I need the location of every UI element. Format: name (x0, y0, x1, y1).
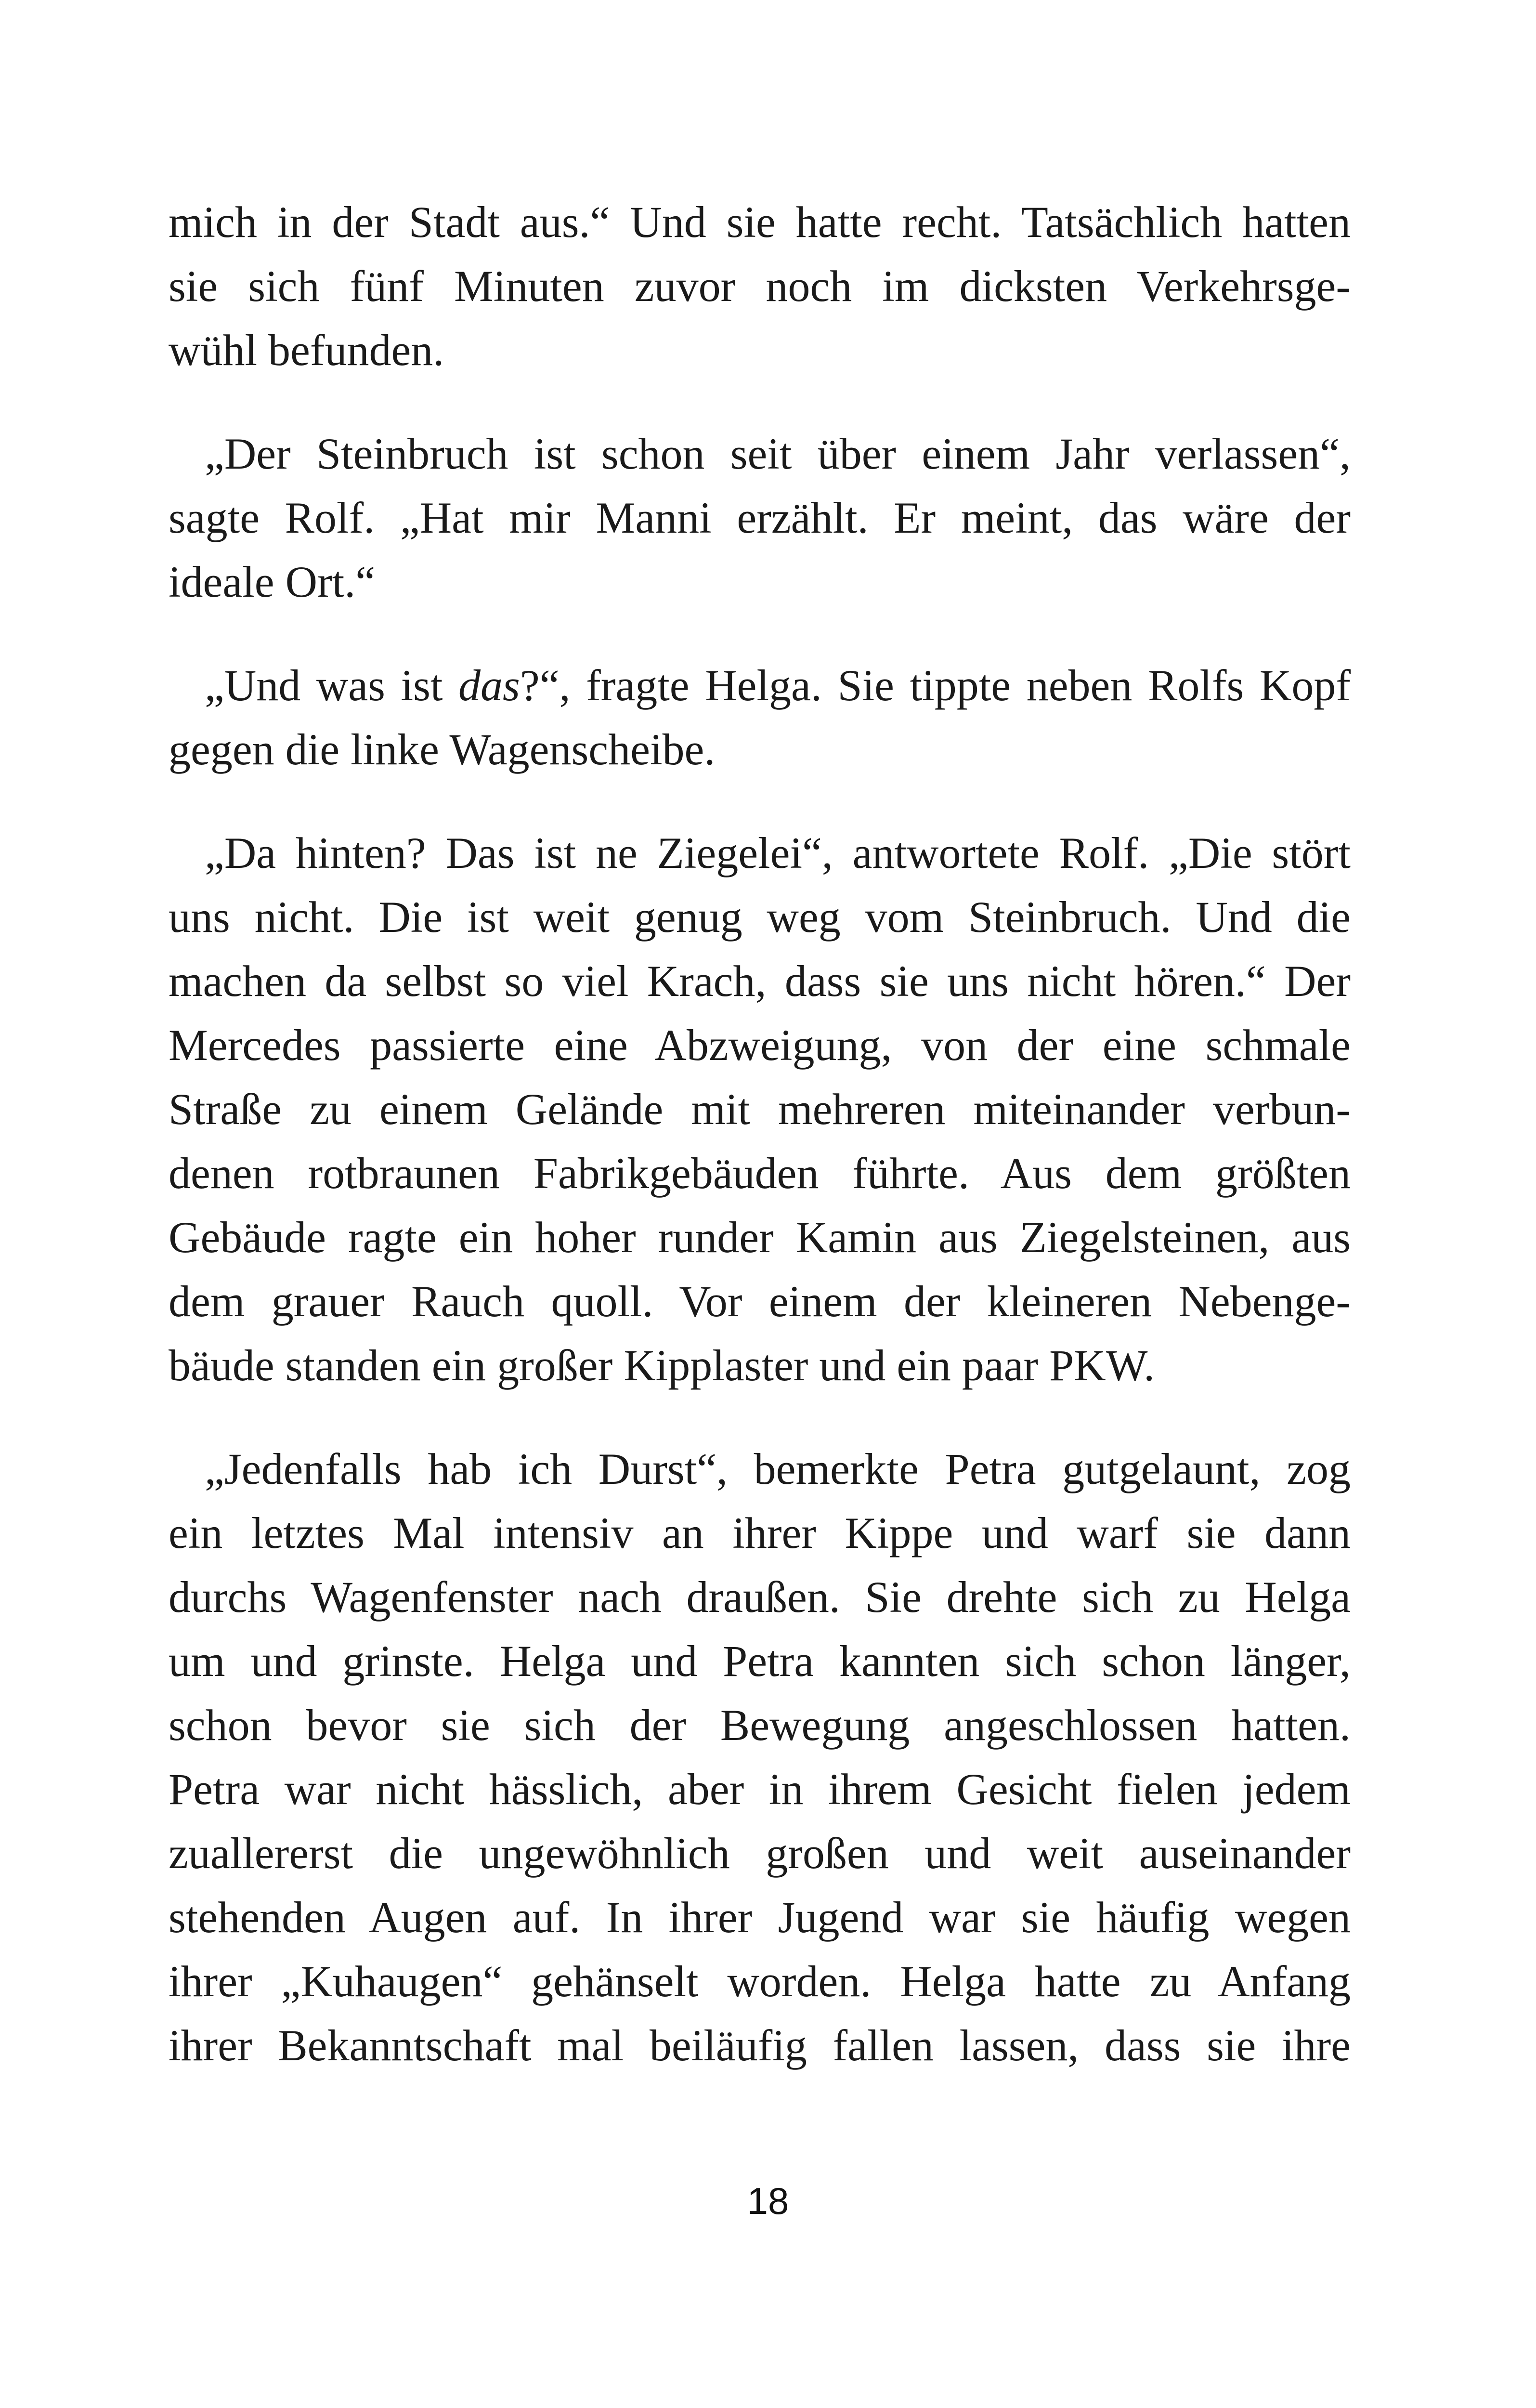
text-line: denen rotbraunen Fabrikgebäuden führte. Aus dem größten (169, 1149, 1351, 1198)
text-line: sagte Rolf. „Hat mir Manni erzählt. Er meint, das wäre der (169, 493, 1351, 542)
text-line: „Da hinten? Das ist ne Ziegelei“, antwortete Rolf. „Die stört (205, 828, 1351, 877)
text-line: Mercedes passierte eine Abzweigung, von der eine schmale (169, 1021, 1351, 1070)
paragraph-4 (169, 821, 1351, 1398)
text-line: schon bevor sie sich der Bewegung angeschlossen hatten. (169, 1701, 1351, 1750)
text-line: stehenden Augen auf. In ihrer Jugend war sie häufig wegen (169, 1893, 1351, 1942)
text-line: wühl befunden. (169, 326, 444, 375)
text-line: dem grauer Rauch quoll. Vor einem der kleineren Nebenge- (169, 1277, 1351, 1326)
text-line: um und grinste. Helga und Petra kannten sich schon länger, (169, 1636, 1351, 1686)
body-text (169, 190, 1351, 2117)
text-segment: ?“, fragte Helga. Sie tippte neben Rolfs Kopf (520, 661, 1351, 710)
paragraph-3 (169, 654, 1351, 782)
text-line: durchs Wagenfenster nach draußen. Sie drehte sich zu Helga (169, 1572, 1351, 1622)
text-line: Straße zu einem Gelände mit mehreren miteinander verbun- (169, 1085, 1351, 1134)
text-segment: „Und was ist (205, 661, 459, 710)
text-line: bäude standen ein großer Kipplaster und ein paar PKW. (169, 1341, 1155, 1390)
text-line: gegen die linke Wagenscheibe. (169, 725, 716, 774)
paragraph-2 (169, 422, 1351, 614)
emphasized-word: das (458, 661, 520, 710)
text-line: sie sich fünf Minuten zuvor noch im dicksten Verkehrsge- (169, 262, 1351, 311)
paragraph-5 (169, 1437, 1351, 2078)
text-line: machen da selbst so viel Krach, dass sie uns nicht hören.“ Der (169, 956, 1351, 1006)
text-line: uns nicht. Die ist weit genug weg vom Steinbruch. Und die (169, 892, 1351, 942)
paragraph-1 (169, 190, 1351, 382)
text-line: mich in der Stadt aus.“ Und sie hatte recht. Tatsächlich hatten (169, 197, 1351, 247)
text-line: Petra war nicht hässlich, aber in ihrem Gesicht fielen jedem (169, 1765, 1351, 1814)
text-line: „Der Steinbruch ist schon seit über einem Jahr verlassen“, (205, 429, 1351, 478)
text-line: ihrer „Kuhaugen“ gehänselt worden. Helga hatte zu Anfang (169, 1957, 1351, 2006)
text-line: zuallererst die ungewöhnlich großen und weit auseinander (169, 1829, 1351, 1878)
text-line: Gebäude ragte ein hoher runder Kamin aus Ziegelsteinen, aus (169, 1213, 1351, 1262)
text-line (169, 654, 1351, 718)
text-line: ein letztes Mal intensiv an ihrer Kippe und warf sie dann (169, 1508, 1351, 1557)
text-line: ihrer Bekanntschaft mal beiläufig fallen lassen, dass sie ihre (169, 2021, 1351, 2070)
text-line: ideale Ort.“ (169, 557, 376, 606)
text-line: „Jedenfalls hab ich Durst“, bemerkte Petra gutgelaunt, zog (205, 1444, 1351, 1493)
page-number: 18 (747, 2180, 789, 2222)
